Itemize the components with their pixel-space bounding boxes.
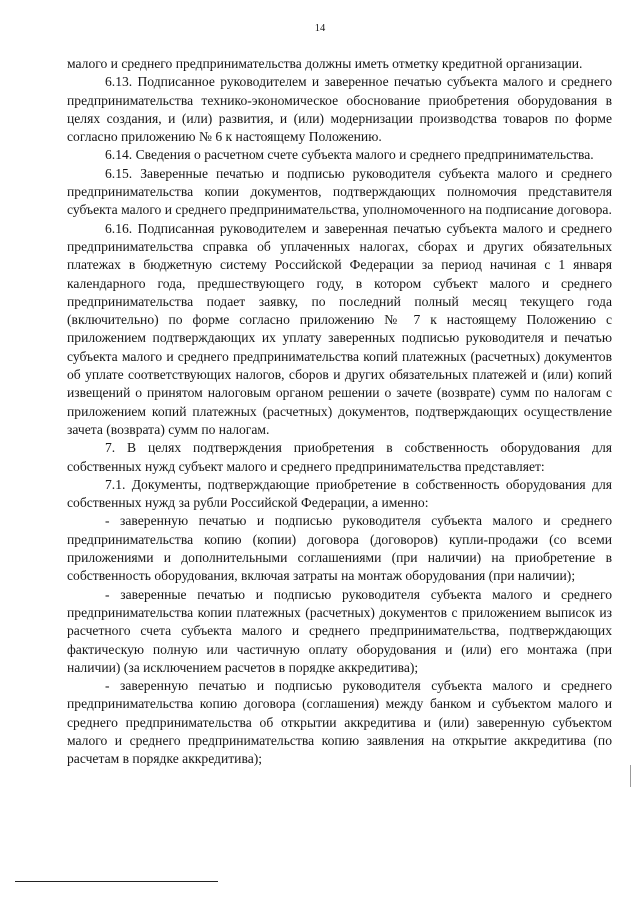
- paragraph: - заверенные печатью и подписью руководителя субъекта малого и среднего предпринимательства копии платежных (расчетных) документов с приложением выписок из расчетного счета субъекта малого и среднего предпринимательства, подтверждающих фактическую полную или частичную оплату оборудования и (или) его монтажа (при наличии) (за исключением расчетов в порядке аккредитива);: [67, 586, 612, 675]
- paragraph: 6.15. Заверенные печатью и подписью руководителя субъекта малого и среднего предпринимательства копии документов, подтверждающих полномочия представителя субъекта малого и среднего предпринимательства, уполномоченного на подписание договора.: [67, 165, 612, 218]
- document-body: [67, 55, 612, 769]
- paragraph: 7.1. Документы, подтверждающие приобретение в собственность оборудования для собственных нужд за рубли Российской Федерации, а именно:: [67, 476, 612, 511]
- scan-artifact: [630, 765, 631, 787]
- paragraph: 6.14. Сведения о расчетном счете субъекта малого и среднего предпринимательства.: [105, 147, 594, 163]
- paragraph: малого и среднего предпринимательства должны иметь отметку кредитной организации.: [67, 56, 583, 71]
- paragraph: 7. В целях подтверждения приобретения в собственность оборудования для собственных нужд субъект малого и среднего предпринимательства представляет:: [67, 440, 612, 474]
- footnote-divider: [15, 881, 218, 882]
- paragraph: - заверенную печатью и подписью руководителя субъекта малого и среднего предпринимательства копию (копии) договора (договоров) купли-продажи (со всеми приложениями и дополнительными соглашениями (при наличии) на приобретение в собственность оборудования, включая затраты на монтаж оборудования (при наличии);: [67, 513, 612, 584]
- paragraph: 6.16. Подписанная руководителем и заверенная печатью субъекта малого и среднего предпринимательства справка об уплаченных налогах, сборах и других обязательных платежах в бюджетную систему Российской Федерации за период начиная с 1 января календарного года, предшествующего году, в котором субъект малого и среднего предпринимательства подает заявку, по последний полный месяц текущего года (включительно) по форме согласно приложению № 7 к настоящему Положению с приложением подтверждающих их уплату заверенных подписью руководителя и печатью субъекта малого и среднего предпринимательства копий платежных (расчетных) документов об уплате соответствующих налогов, сборов и других обязательных платежей и (или) копий извещений о принятом налоговым органом решении о зачете (возврате) сумм по налогам с приложением копий платежных (расчетных) документов, подтверждающих осуществление зачета (возврата) сумм по налогам.: [67, 220, 612, 437]
- paragraph: 6.13. Подписанное руководителем и заверенное печатью субъекта малого и среднего предпринимательства технико-экономическое обоснование приобретения оборудования в целях создания, и (или) развития, и (или) модернизации производства товаров по форме согласно приложению № 6 к настоящему Положению.: [67, 74, 612, 145]
- page-number: 14: [314, 23, 326, 34]
- paragraph: - заверенную печатью и подписью руководителя субъекта малого и среднего предпринимательства копию договора (соглашения) между банком и субъектом малого и среднего предпринимательства об открытии аккредитива и (или) заверенную субъектом малого и среднего предпринимательства копию заявления на открытие аккредитива (по расчетам в порядке аккредитива);: [67, 678, 612, 767]
